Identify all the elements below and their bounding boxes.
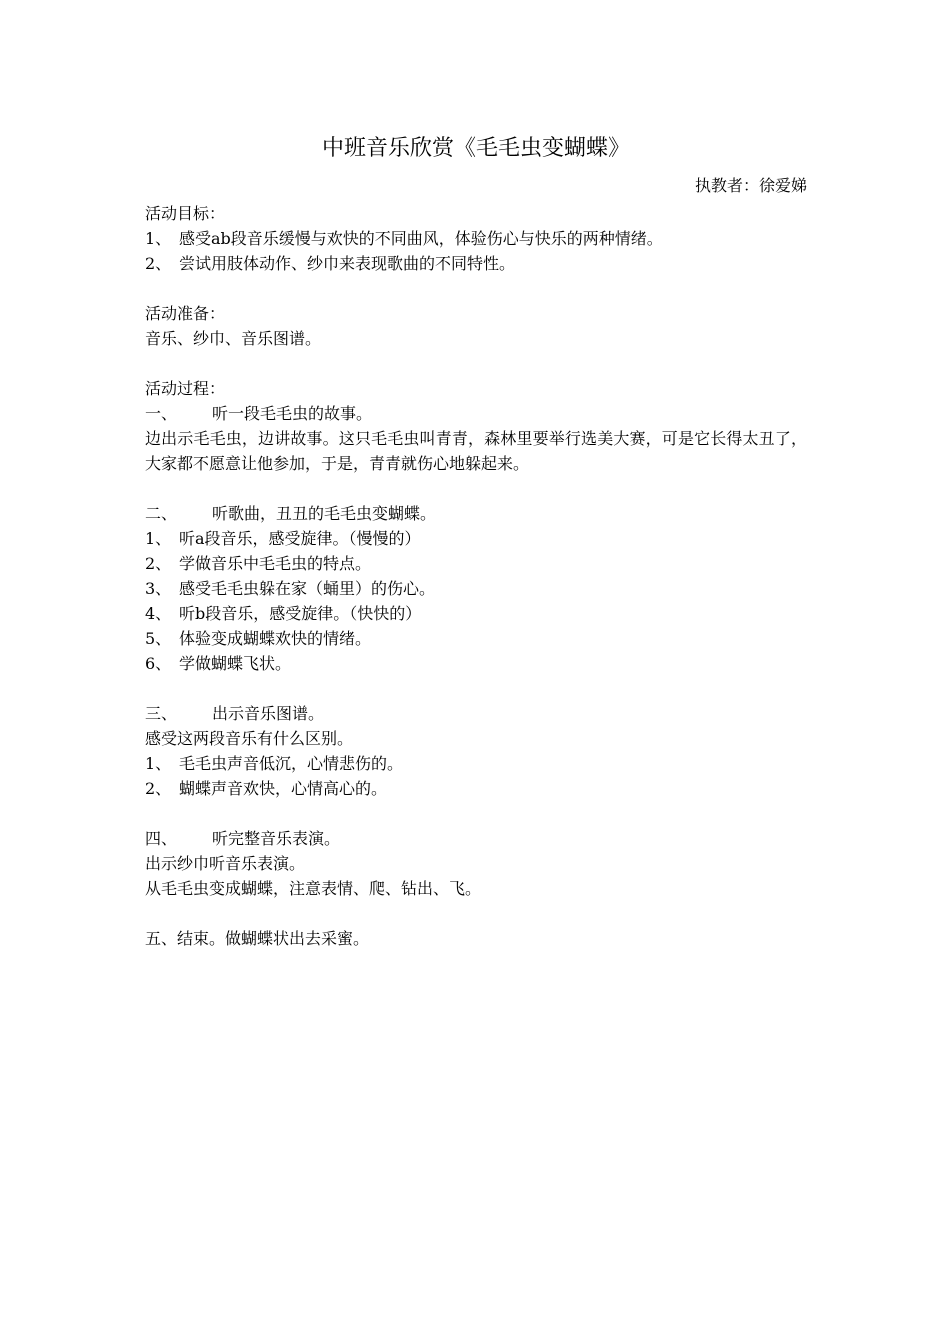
process-heading: 活动过程： xyxy=(145,379,226,398)
goal-text: 尝试用肢体动作、纱巾来表现歌曲的不同特性。 xyxy=(179,254,516,273)
goals-heading: 活动目标： xyxy=(145,204,226,223)
list-number: 5、 xyxy=(145,629,172,648)
goal-text: 感受ab段音乐缓慢与欢快的不同曲风，体验伤心与快乐的两种情绪。 xyxy=(179,229,663,248)
step-intro: 感受这两段音乐有什么区别。 xyxy=(145,729,354,748)
document-title: 中班音乐欣赏《毛毛虫变蝴蝶》 xyxy=(321,136,630,161)
story-paragraph: 边出示毛毛虫，边讲故事。这只毛毛虫叫青青，森林里要举行选美大赛，可是它长得太丑了，大家都不愿意让他参加，于是，青青就伤心地躲起来。 xyxy=(145,429,807,473)
list-text: 毛毛虫声音低沉，心情悲伤的。 xyxy=(179,754,404,773)
goal-number: 1、 xyxy=(145,229,172,248)
list-number: 1、 xyxy=(145,529,172,548)
list-text: 感受毛毛虫躲在家（蛹里）的伤心。 xyxy=(179,579,436,598)
blank-line xyxy=(145,901,807,926)
step-number: 一、 xyxy=(145,404,178,423)
step-heading xyxy=(145,701,807,726)
step-line: 出示纱巾听音乐表演。 xyxy=(145,854,306,873)
step-title: 听一段毛毛虫的故事。 xyxy=(212,404,373,423)
step-number: 四、 xyxy=(145,829,178,848)
list-item xyxy=(145,651,807,676)
closing-line: 五、结束。做蝴蝶状出去采蜜。 xyxy=(145,929,370,948)
list-text: 蝴蝶声音欢快，心情高心的。 xyxy=(179,779,388,798)
list-item xyxy=(145,526,807,551)
document-body xyxy=(145,201,807,951)
step-title: 听歌曲，丑丑的毛毛虫变蝴蝶。 xyxy=(212,504,437,523)
goal-item xyxy=(145,226,807,251)
blank-line xyxy=(145,276,807,301)
list-item xyxy=(145,626,807,651)
list-text: 体验变成蝴蝶欢快的情绪。 xyxy=(179,629,372,648)
list-text: 学做音乐中毛毛虫的特点。 xyxy=(179,554,372,573)
step-title: 听完整音乐表演。 xyxy=(212,829,341,848)
list-text: 学做蝴蝶飞状。 xyxy=(179,654,292,673)
step-line: 从毛毛虫变成蝴蝶，注意表情、爬、钻出、飞。 xyxy=(145,879,482,898)
goal-number: 2、 xyxy=(145,254,172,273)
step-title: 出示音乐图谱。 xyxy=(212,704,325,723)
list-number: 6、 xyxy=(145,654,172,673)
list-item xyxy=(145,751,807,776)
list-item xyxy=(145,551,807,576)
list-number: 3、 xyxy=(145,579,172,598)
list-number: 2、 xyxy=(145,779,172,798)
list-text: 听a段音乐，感受旋律。（慢慢的） xyxy=(179,529,421,548)
list-number: 1、 xyxy=(145,754,172,773)
goal-item xyxy=(145,251,807,276)
list-text: 听b段音乐，感受旋律。（快快的） xyxy=(179,604,422,623)
step-heading xyxy=(145,501,807,526)
blank-line xyxy=(145,801,807,826)
blank-line xyxy=(145,676,807,701)
list-item xyxy=(145,776,807,801)
list-item xyxy=(145,576,807,601)
step-heading xyxy=(145,826,807,851)
preparation-text: 音乐、纱巾、音乐图谱。 xyxy=(145,329,322,348)
step-number: 三、 xyxy=(145,704,178,723)
list-number: 2、 xyxy=(145,554,172,573)
blank-line xyxy=(145,351,807,376)
list-item xyxy=(145,601,807,626)
list-number: 4、 xyxy=(145,604,172,623)
step-heading xyxy=(145,401,807,426)
step-number: 二、 xyxy=(145,504,178,523)
blank-line xyxy=(145,476,807,501)
preparation-heading: 活动准备： xyxy=(145,304,226,323)
author-line: 执教者：徐爱娣 xyxy=(694,176,807,195)
